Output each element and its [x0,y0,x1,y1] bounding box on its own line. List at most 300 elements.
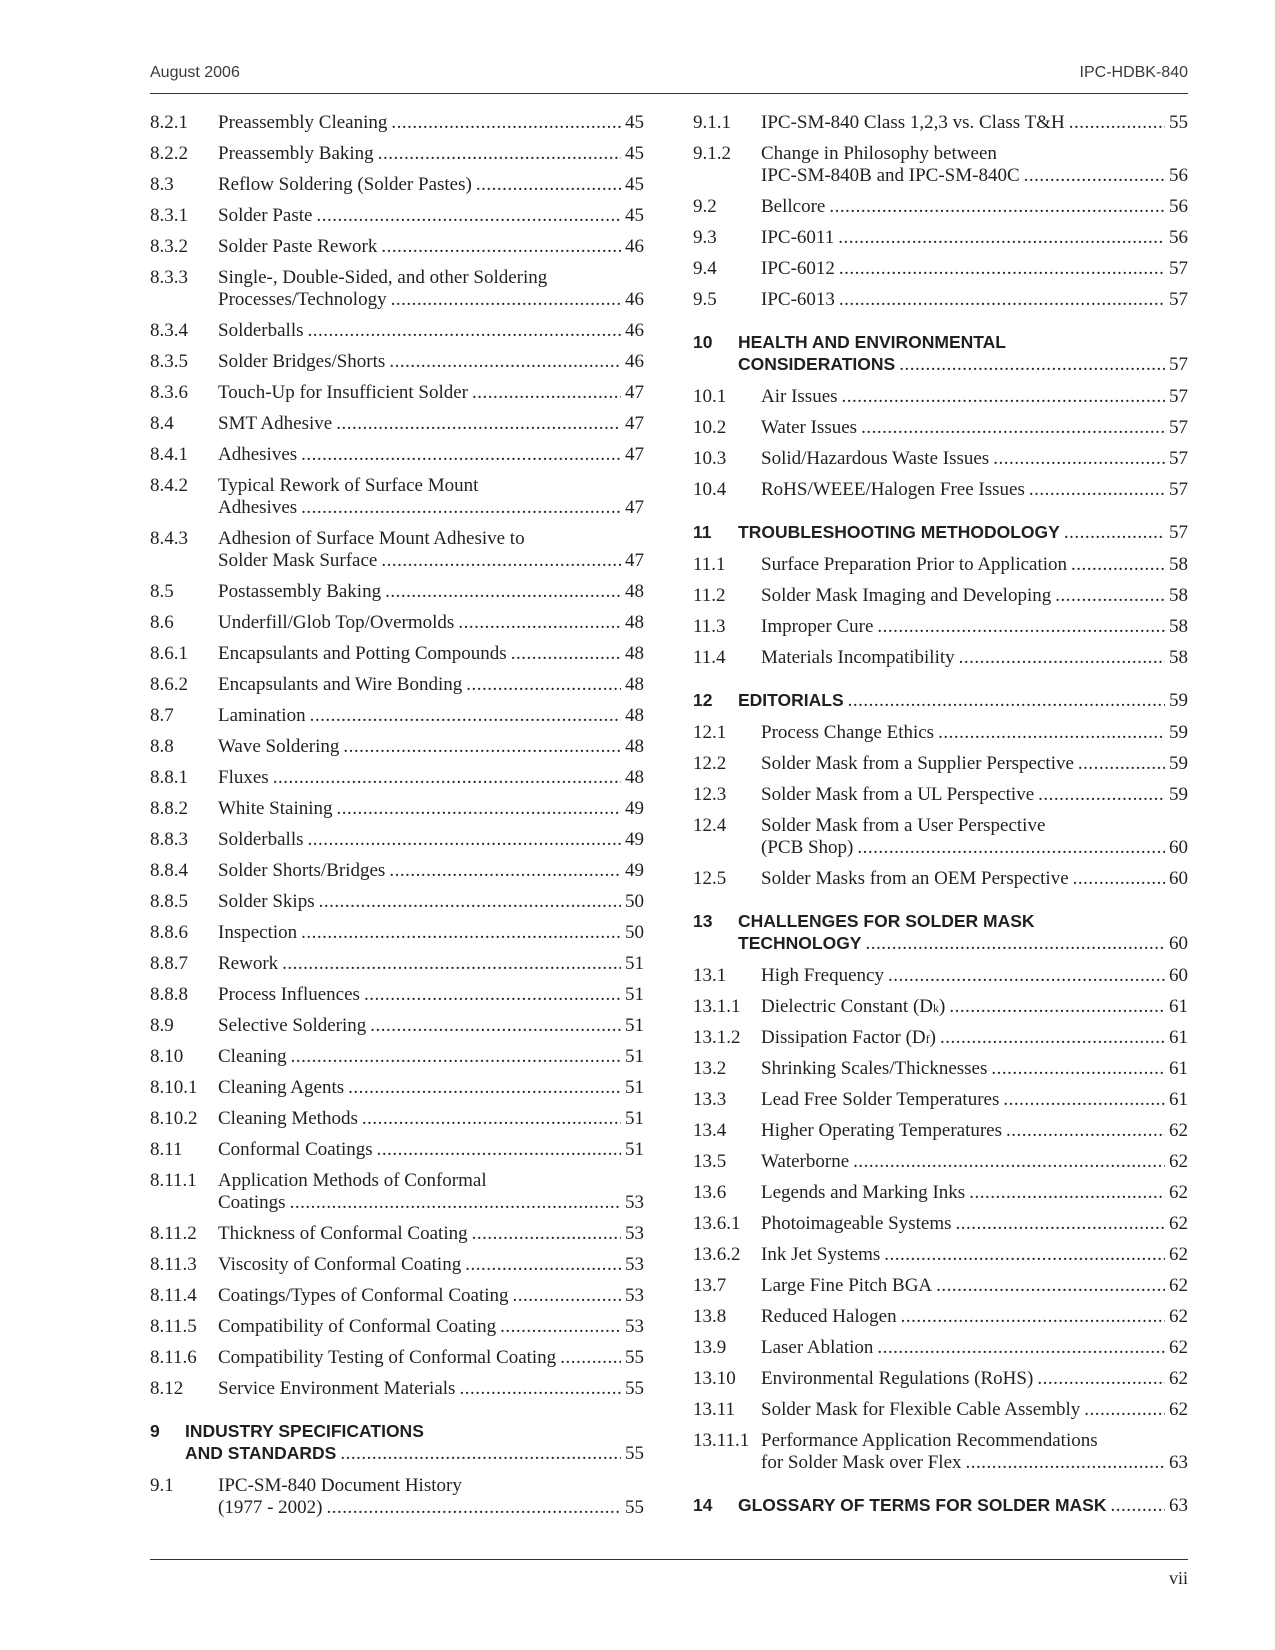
toc-entry-title [218,798,644,820]
toc-page-number: 53 [625,1285,644,1306]
toc-page-number: 48 [625,612,644,633]
running-header [150,64,1188,86]
toc-entry-title [218,528,644,572]
toc-entry-text: Solder Mask from a UL Perspective [761,784,1035,805]
toc-entry-number: 8.8.3 [150,829,188,850]
toc-entry-number: 8.10.1 [150,1077,198,1098]
toc-entry-title [761,1275,1188,1297]
toc-entry-line [761,258,1188,280]
toc-entry-text: IPC-SM-840B and IPC-SM-840C [761,165,1020,186]
toc-entry-text: Solder Mask from a Supplier Perspective [761,753,1074,774]
dot-leader [391,112,621,134]
toc-entry [693,647,1188,669]
toc-entry-line [218,382,644,404]
toc-page-number: 51 [625,1015,644,1036]
toc-entry [150,382,644,404]
toc-page-number: 45 [625,143,644,164]
toc-entry-number: 11.1 [693,554,726,575]
toc-entry-text: Selective Soldering [218,1015,367,1036]
toc-entry-text: Performance Application Recommendations [761,1430,1098,1451]
toc-entry [693,196,1188,218]
toc-page-number: 49 [625,798,644,819]
toc-entry-line [761,143,1188,165]
dot-leader [308,320,622,342]
toc-entry-title [761,386,1188,408]
toc-entry-number: 8.3.3 [150,267,188,288]
toc-entry-text: Reduced Halogen [761,1306,897,1327]
dot-leader [476,174,621,196]
toc-entry [693,616,1188,638]
toc-entry [693,585,1188,607]
toc-page-number: 60 [1169,933,1188,954]
toc-page-number: 46 [625,236,644,257]
toc-page-number: 62 [1169,1337,1188,1358]
toc-entry-number: 8.7 [150,705,174,726]
toc-entry-line [218,1170,644,1192]
dot-leader [956,1213,1165,1235]
toc-entry-title [761,753,1188,775]
toc-entry-number: 8.6.1 [150,643,188,664]
toc-page-number: 62 [1169,1275,1188,1296]
toc-entry-line [218,1347,644,1369]
toc-entry-title [218,351,644,373]
toc-entry-number: 8.8.1 [150,767,188,788]
toc-entry-line [761,1368,1188,1390]
toc-entry-text: IPC-6011 [761,227,835,248]
toc-page-number: 45 [625,205,644,226]
toc-entry-text: Solid/Hazardous Waste Issues [761,448,990,469]
toc-entry [693,753,1188,775]
toc-entry-text: Air Issues [761,386,838,407]
toc-entry-title [761,1089,1188,1111]
toc-page-number: 47 [625,497,644,518]
toc-entry-number: 8.11.2 [150,1223,197,1244]
toc-entry-number: 13.2 [693,1058,727,1079]
toc-entry-title [218,444,644,466]
toc-entry [693,227,1188,249]
toc-entry-line [218,891,644,913]
toc-entry-number: 12.1 [693,722,727,743]
toc-entry-title [761,1368,1188,1390]
toc-entry-title [761,1120,1188,1142]
toc-entry-number: 12 [693,690,713,710]
toc-page-number: 62 [1169,1399,1188,1420]
toc-entry [150,643,644,665]
dot-leader [377,1139,621,1161]
toc-entry [693,1399,1188,1421]
toc-entry-text: Application Methods of Conformal [218,1170,487,1191]
dot-leader [949,996,1165,1018]
toc-entry-text: Encapsulants and Wire Bonding [218,674,463,695]
dot-leader [901,1306,1165,1328]
toc-page-number: 57 [1169,522,1188,543]
toc-entry-line [738,689,1188,712]
toc-entry-title [218,953,644,975]
dot-leader [1078,753,1165,775]
toc-entry-number: 8.11.1 [150,1170,197,1191]
toc-entry-text: for Solder Mask over Flex [761,1452,962,1473]
toc-page-number: 58 [1169,616,1188,637]
toc-entry-title [218,1046,644,1068]
toc-entry-text: Laser Ablation [761,1337,874,1358]
toc-entry-text: Shrinking Scales/Thicknesses [761,1058,988,1079]
toc-entry-line: Dissipation Factor (D f ) ..... 61 [761,1027,1188,1049]
toc-entry-number: 13.7 [693,1275,727,1296]
toc-entry [693,479,1188,501]
dot-leader [370,1015,621,1037]
toc-entry [693,1120,1188,1142]
toc-page-number: 56 [1169,196,1188,217]
dot-leader [1024,165,1165,187]
toc-entry-text: HEALTH AND ENVIRONMENTAL [738,332,1006,352]
dot-leader [310,705,621,727]
toc-entry-number: 10 [693,332,713,352]
toc-page-number: 63 [1169,1495,1188,1516]
toc-entry [693,417,1188,439]
toc-entry-line [761,784,1188,806]
toc-entry-text: Bellcore [761,196,826,217]
toc-entry-number: 8.4 [150,413,174,434]
toc-entry [150,860,644,882]
dot-leader [1037,1368,1165,1390]
toc-entry [150,922,644,944]
toc-entry [150,674,644,696]
toc-entry-title [218,382,644,404]
toc-entry-line [761,965,1188,987]
toc-entry-text: Solder Mask Imaging and Developing [761,585,1052,606]
toc-entry-text: Encapsulants and Potting Compounds [218,643,507,664]
dot-leader [472,1223,621,1245]
dot-leader [1029,479,1165,501]
toc-page-number: 55 [625,1378,644,1399]
toc-page-number: 59 [1169,722,1188,743]
toc-entry-title [218,1015,644,1037]
toc-entry-title [761,965,1188,987]
toc-entry-text: IPC-6013 [761,289,835,310]
toc-entry-line [218,475,644,497]
toc-entry-line [218,1254,644,1276]
toc-entry-text: Process Influences [218,984,360,1005]
toc-entry-line [738,353,1188,376]
toc-entry-line [761,868,1188,890]
dot-leader [348,1077,621,1099]
toc-entry-text: Rework [218,953,279,974]
dot-leader [381,550,621,572]
toc-entry-title [218,1108,644,1130]
toc-entry-text: Photoimageable Systems [761,1213,952,1234]
dot-leader [966,1452,1165,1474]
toc-entry-text: Solder Paste [218,205,313,226]
dot-leader [291,1046,621,1068]
dot-leader [991,1058,1165,1080]
toc-entry-text: Dielectric Constant (D [761,996,934,1017]
toc-entry-line [218,444,644,466]
toc-page-number: 49 [625,829,644,850]
toc-entry-text: Cleaning Agents [218,1077,345,1098]
toc-entry [693,554,1188,576]
dot-leader [500,1316,621,1338]
toc-entry-line [218,1223,644,1245]
toc-entry [693,258,1188,280]
toc-entry-text: Single-, Double-Sided, and other Soldering [218,267,548,288]
toc-entry [693,1151,1188,1173]
toc-entry-title [738,910,1188,955]
toc-entry-title [218,1378,644,1400]
toc-entry-title [761,996,1188,1018]
toc-entry-title [761,554,1188,576]
toc-entry-text: Materials Incompatibility [761,647,955,668]
toc-entry-text: Lamination [218,705,306,726]
toc-entry-text: Coatings/Types of Conformal Coating [218,1285,509,1306]
toc-page-number: 61 [1169,1089,1188,1110]
toc-entry-line [761,1244,1188,1266]
toc-entry-number: 9.4 [693,258,717,279]
toc-entry [150,1046,644,1068]
toc-entry-title [761,784,1188,806]
toc-entry-title [738,331,1188,376]
toc-entry [150,705,644,727]
toc-entry-text: Change in Philosophy between [761,143,997,164]
toc-entry-text: Solder Paste Rework [218,236,378,257]
toc-entry-line [738,1494,1188,1517]
toc-entry [150,736,644,758]
toc-entry-title [761,479,1188,501]
toc-left-column [150,112,644,1528]
toc-entry-number: 13.1.2 [693,1027,741,1048]
toc-page-number: 51 [625,1108,644,1129]
dot-leader [1064,522,1165,544]
toc-entry [693,784,1188,806]
dot-leader [1071,554,1165,576]
toc-entry-line [218,1046,644,1068]
toc-entry-line [761,1213,1188,1235]
toc-entry [150,891,644,913]
toc-entry-title [761,616,1188,638]
toc-page-number: 48 [625,674,644,695]
toc-entry-text: White Staining [218,798,333,819]
toc-entry [693,289,1188,311]
toc-entry-line [218,829,644,851]
header-rule [150,93,1188,94]
dot-leader [857,837,1165,859]
toc-entry-line [218,953,644,975]
toc-page-number: 55 [1169,112,1188,133]
toc-entry-title [218,1139,644,1161]
toc-entry-line [218,351,644,373]
toc-entry-number: 11 [693,522,712,542]
toc-entry-title [218,705,644,727]
toc-entry-text: Typical Rework of Surface Mount [218,475,479,496]
toc-right-column [693,112,1188,1527]
toc-entry [150,581,644,603]
toc-entry-line [761,1182,1188,1204]
toc-entry-number: 8.3.1 [150,205,188,226]
dot-leader [848,690,1165,712]
dot-leader [301,497,621,519]
toc-entry [150,1223,644,1245]
toc-entry-number: 8.6.2 [150,674,188,695]
toc-entry-line [218,1108,644,1130]
toc-entry-number: 13.1.1 [693,996,741,1017]
toc-entry [150,1170,644,1214]
toc-entry-text: Improper Cure [761,616,874,637]
toc-page-number: 60 [1169,965,1188,986]
toc-entry-text: Adhesion of Surface Mount Adhesive to [218,528,525,549]
toc-entry-line [761,112,1188,134]
toc-entry-line [218,497,644,519]
dot-leader [301,922,621,944]
toc-entry-number: 13.6.2 [693,1244,741,1265]
toc-entry [693,1430,1188,1474]
dot-leader [829,196,1165,218]
dot-leader [888,965,1165,987]
dot-leader [364,984,621,1006]
toc-entry [150,143,644,165]
toc-entry-line [218,528,644,550]
toc-page-number: 62 [1169,1306,1188,1327]
toc-page-number: 62 [1169,1182,1188,1203]
toc-entry-title [218,984,644,1006]
dot-leader [308,829,622,851]
toc-entry-title [761,1058,1188,1080]
toc-entry-title [218,736,644,758]
toc-entry-line [761,585,1188,607]
dot-leader [466,674,621,696]
toc-entry [693,1089,1188,1111]
dot-leader [938,722,1165,744]
toc-page-number: 48 [625,705,644,726]
toc-entry-line [761,417,1188,439]
toc-page-number: 57 [1169,417,1188,438]
toc-entry-number: 13.11.1 [693,1430,750,1451]
toc-entry [150,1285,644,1307]
toc-page-number: 47 [625,444,644,465]
toc-page-number: 51 [625,1046,644,1067]
toc-entry-line [761,647,1188,669]
toc-entry-number: 8.11.4 [150,1285,197,1306]
toc-entry-suffix: ) [939,996,946,1017]
dot-leader [389,351,621,373]
dot-leader [459,1378,621,1400]
dot-leader [282,953,621,975]
toc-entry-title [218,674,644,696]
toc-entry-number: 8.2.1 [150,112,188,133]
toc-entry [150,475,644,519]
toc-entry [150,1077,644,1099]
toc-entry-line [218,860,644,882]
toc-entry [693,965,1188,987]
toc-page-number: 62 [1169,1213,1188,1234]
toc-page-number: 56 [1169,165,1188,186]
toc-entry-title [218,413,644,435]
toc-entry [693,1027,1188,1049]
toc-entry-text: Waterborne [761,1151,850,1172]
toc-entry-line [761,227,1188,249]
toc-entry [150,798,644,820]
toc-entry-number: 8.3.2 [150,236,188,257]
toc-entry-line [218,922,644,944]
toc-entry-line [218,112,644,134]
toc-entry-line [218,205,644,227]
toc-entry-number: 9.3 [693,227,717,248]
toc-entry [693,815,1188,859]
toc-entry-line [761,1120,1188,1142]
toc-entry-line [761,196,1188,218]
toc-entry-line [761,1337,1188,1359]
toc-page-number: 53 [625,1223,644,1244]
toc-page-number: 53 [625,1316,644,1337]
toc-page-number: 48 [625,736,644,757]
toc-entry-line [218,320,644,342]
toc-entry-text: Reflow Soldering (Solder Pastes) [218,174,472,195]
toc-entry-line [761,1151,1188,1173]
toc-page-number: 53 [625,1192,644,1213]
toc-page-number: 47 [625,413,644,434]
toc-entry-title [761,722,1188,744]
toc-entry [693,1182,1188,1204]
dot-leader [1073,868,1165,890]
toc-entry-number: 8.8.2 [150,798,188,819]
toc-entry-line [218,643,644,665]
toc-entry-number: 9.1.2 [693,143,731,164]
dot-leader [326,1497,621,1519]
toc-entry-title [761,1213,1188,1235]
toc-entry-title [738,689,1188,712]
toc-page-number: 58 [1169,554,1188,575]
toc-entry-text: Process Change Ethics [761,722,935,743]
toc-entry-title [218,475,644,519]
toc-entry [693,112,1188,134]
toc-page-number: 60 [1169,868,1188,889]
toc-page-number: 57 [1169,448,1188,469]
toc-entry-number: 12.3 [693,784,727,805]
toc-entry-line [218,767,644,789]
toc-entry-line [761,616,1188,638]
toc-entry [150,1108,644,1130]
dot-leader [389,860,621,882]
toc-entry-text: TECHNOLOGY [738,933,862,953]
toc-entry-number: 10.1 [693,386,727,407]
toc-entry-line [218,174,644,196]
toc-entry-text: Postassembly Baking [218,581,382,602]
toc-entry [150,112,644,134]
toc-entry-number: 13.6.1 [693,1213,741,1234]
toc-entry-title [761,143,1188,187]
toc-entry-line [761,289,1188,311]
toc-page-number: 63 [1169,1452,1188,1473]
toc-entry-line [218,1378,644,1400]
toc-entry-text: Solder Skips [218,891,315,912]
toc-page-number: 50 [625,922,644,943]
toc-entry-number: 14 [693,1495,713,1515]
toc-entry-title [218,1077,644,1099]
toc-entry-title [761,1306,1188,1328]
toc-page-number: 62 [1169,1120,1188,1141]
toc-page-number: 59 [1169,784,1188,805]
toc-entry-title [761,417,1188,439]
toc-entry-text: Water Issues [761,417,858,438]
toc-entry-number: 13.5 [693,1151,727,1172]
toc-page-number: 51 [625,1139,644,1160]
toc-entry-line [761,165,1188,187]
toc-entry-text: Solder Mask Surface [218,550,378,571]
toc-entry [150,767,644,789]
dot-leader [877,616,1165,638]
toc-entry-title [218,320,644,342]
toc-entry-text: Inspection [218,922,298,943]
toc-entry [693,868,1188,890]
toc-entry-line [761,1430,1188,1452]
